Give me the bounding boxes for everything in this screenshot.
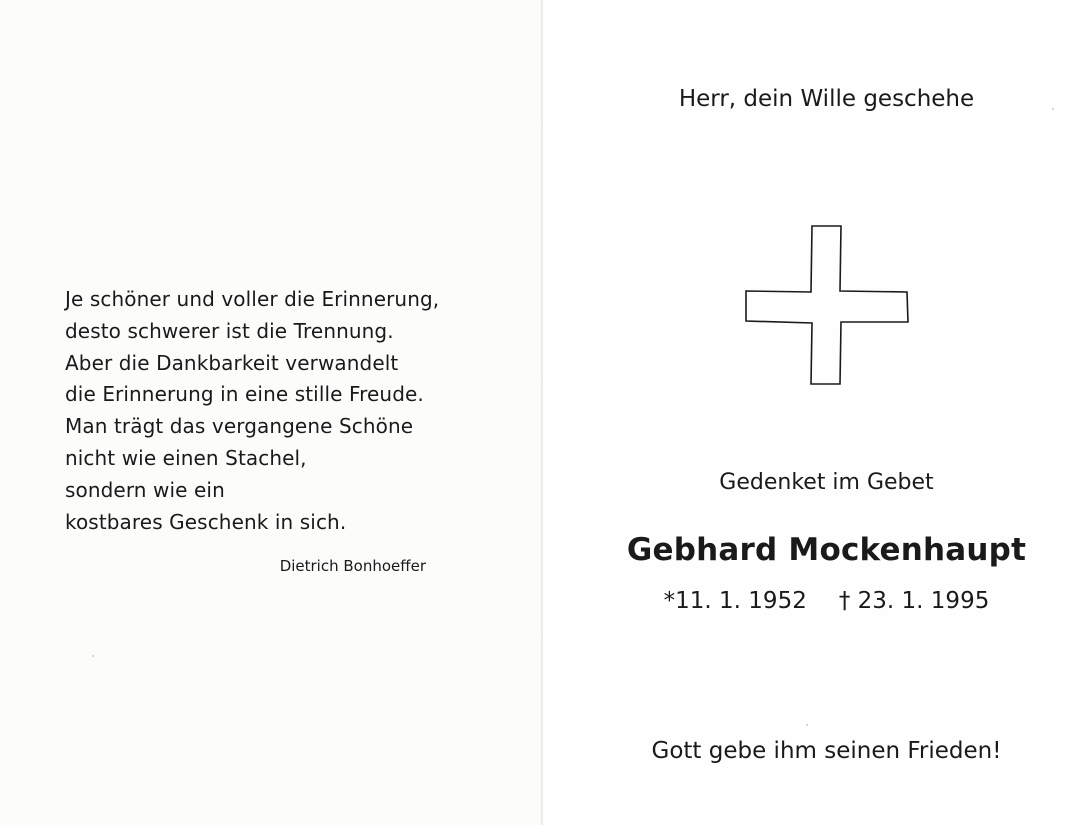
paper-speck — [806, 724, 808, 726]
cross-icon — [744, 225, 910, 387]
poem-line: Je schöner und voller die Erinnerung, — [65, 287, 440, 311]
poem-line: Man trägt das vergangene Schöne — [65, 414, 414, 439]
death-date: † 23. 1. 1995 — [838, 588, 990, 614]
life-dates — [543, 588, 1088, 614]
remember-line: Gedenket im Gebet — [719, 470, 934, 495]
closing-line: Gott gebe ihm seinen Frieden! — [651, 738, 1002, 764]
poem-author: Dietrich Bonhoeffer — [279, 557, 426, 575]
right-panel — [543, 0, 1088, 825]
poem-line: nicht wie einen Stachel, — [65, 445, 307, 470]
poem — [65, 284, 505, 538]
deceased-name: Gebhard Mockenhaupt — [626, 532, 1027, 568]
poem-line: kostbares Geschenk in sich. — [65, 509, 347, 534]
poem-line: desto schwerer ist die Trennung. — [65, 318, 394, 343]
poem-line: die Erinnerung in eine stille Freude. — [65, 382, 424, 407]
paper-speck — [92, 655, 94, 657]
paper-speck — [1052, 108, 1054, 110]
birth-date: *11. 1. 1952 — [663, 588, 807, 614]
poem-line: sondern wie ein — [65, 477, 225, 502]
poem-line: Aber die Dankbarkeit verwandelt — [65, 350, 399, 375]
motto: Herr, dein Wille geschehe — [678, 86, 975, 112]
